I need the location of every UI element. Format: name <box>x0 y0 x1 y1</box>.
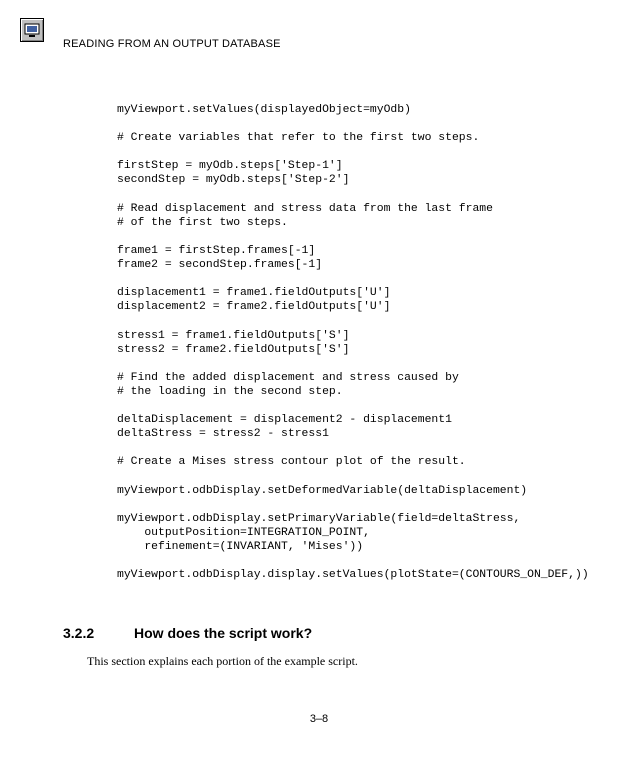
code-line <box>117 230 589 244</box>
code-line: myViewport.odbDisplay.setPrimaryVariable(field=deltaStress, <box>117 512 521 525</box>
code-line: deltaDisplacement = displacement2 - displacement1 <box>117 414 452 427</box>
code-line: myViewport.odbDisplay.display.setValues(plotState=(CONTOURS_ON_DEF,)) <box>117 569 589 582</box>
code-line <box>117 498 589 512</box>
code-line: # Create a Mises stress contour plot of the result. <box>117 456 466 469</box>
code-line <box>117 188 589 202</box>
code-line <box>117 272 589 286</box>
code-line: secondStep = myOdb.steps['Step-2'] <box>117 174 350 187</box>
code-line <box>117 554 589 568</box>
running-header: READING FROM AN OUTPUT DATABASE <box>63 38 281 50</box>
code-line: # the loading in the second step. <box>117 385 343 398</box>
code-line: refinement=(INVARIANT, 'Mises')) <box>117 540 364 553</box>
code-line: frame1 = firstStep.frames[-1] <box>117 244 316 257</box>
viewer-icon-glyph <box>23 21 41 39</box>
code-line: # Create variables that refer to the first two steps. <box>117 132 480 145</box>
code-line: # of the first two steps. <box>117 216 288 229</box>
page-number: 3–8 <box>309 713 329 725</box>
code-line <box>117 357 589 371</box>
section-body-text: This section explains each portion of the example script. <box>87 654 358 668</box>
code-line <box>117 399 589 413</box>
code-line <box>117 441 589 455</box>
code-line: frame2 = secondStep.frames[-1] <box>117 259 323 272</box>
code-line: displacement2 = frame2.fieldOutputs['U'] <box>117 301 391 314</box>
section-title: How does the script work? <box>134 625 313 641</box>
code-line: # Find the added displacement and stress caused by <box>117 371 459 384</box>
code-line: outputPosition=INTEGRATION_POINT, <box>117 526 370 539</box>
code-line: stress2 = frame2.fieldOutputs['S'] <box>117 343 350 356</box>
code-line <box>117 117 589 131</box>
code-line: displacement1 = frame1.fieldOutputs['U'] <box>117 287 391 300</box>
code-line <box>117 469 589 483</box>
code-line: myViewport.setValues(displayedObject=myOdb) <box>117 104 411 116</box>
section-heading <box>63 625 312 641</box>
section-number: 3.2.2 <box>63 625 95 641</box>
code-line <box>117 145 589 159</box>
code-line: deltaStress = stress2 - stress1 <box>117 428 329 441</box>
code-line: firstStep = myOdb.steps['Step-1'] <box>117 160 343 173</box>
code-line: # Read displacement and stress data from the last frame <box>117 202 493 215</box>
code-line: stress1 = frame1.fieldOutputs['S'] <box>117 329 350 342</box>
code-listing <box>117 103 589 582</box>
code-line <box>117 314 589 328</box>
viewer-icon[interactable] <box>20 18 44 42</box>
code-line: myViewport.odbDisplay.setDeformedVariable(deltaDisplacement) <box>117 484 528 497</box>
